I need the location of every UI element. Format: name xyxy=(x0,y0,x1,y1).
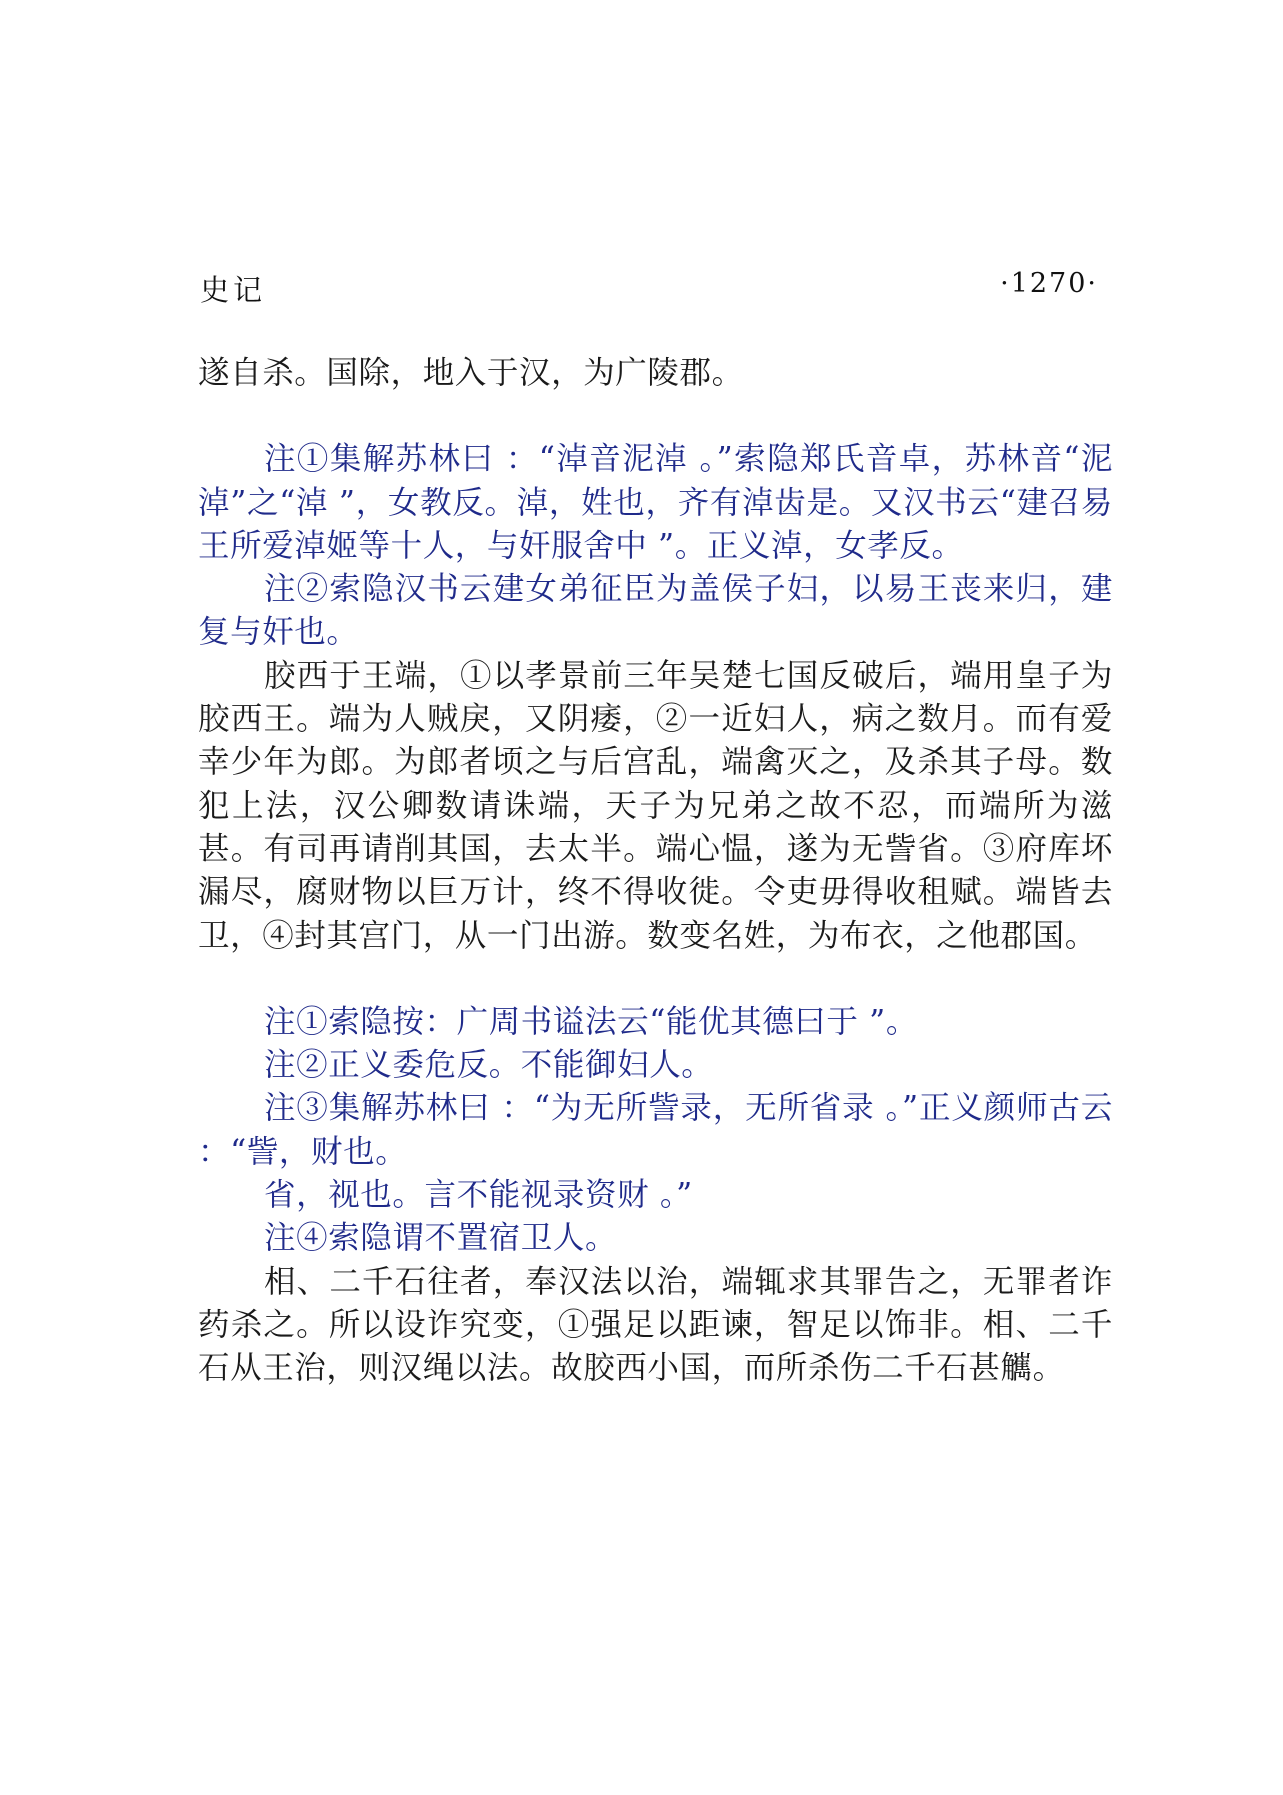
paragraph-gap xyxy=(198,395,1113,438)
book-title: 史记 xyxy=(200,273,267,307)
body-paragraph: 遂自杀。国除，地入于汉，为广陵郡。 xyxy=(198,355,744,391)
annotation-note: 注④索隐谓不置宿卫人。 xyxy=(264,1220,618,1257)
body-paragraph: 胶西于王端，①以孝景前三年吴楚七国反破后，端用皇子为胶西王。端为人贼戾，又阴痿，②一近妇人，病之数月。而有爱幸少年为郎。为郎者顷之与后宫乱，端禽灭之，及杀其子母。数犯上法，汉公卿数请诛端，天子为兄弟之故不忍，而端所为滋甚。有司再请削其国，去太半。端心愠，遂为无訾省。③府库坏漏尽，腐财物以巨万计，终不得收徙。令吏毋得收租赋。端皆去卫，④封其宫门，从一门出游。数变名姓，为布衣，之他郡国。 xyxy=(198,657,1113,954)
paragraph-gap xyxy=(198,958,1113,1001)
page-number: ·1270· xyxy=(1000,268,1098,299)
annotation-note: 省，视也。言不能视录资财 。” xyxy=(264,1177,693,1214)
body-paragraph: 相、二千石往者，奉汉法以治，端辄求其罪告之，无罪者诈药杀之。所以设诈究变，①强足以距谏，智足以饰非。相、二千石从王治，则汉绳以法。故胶西小国，而所杀伤二千石甚觽。 xyxy=(198,1263,1113,1387)
annotation-note: 注②索隐汉书云建女弟征臣为盖侯子妇，以易王丧来归，建复与奸也。 xyxy=(198,571,1113,651)
annotation-note: 注①集解苏林曰 ：“淖音泥淖 。”索隐郑氏音卓，苏林音“泥淖”之“淖 ”，女教反。淖，姓也，齐有淖齿是。又汉书云“建召易王所爱淖姬等十人，与奸服舍中 ”。正义淖，女孝反。 xyxy=(198,441,1113,564)
annotation-note: 注②正义委危反。不能御妇人。 xyxy=(264,1047,714,1084)
annotation-note: 注③集解苏林曰 ：“为无所訾录，无所省录 。”正义颜师古云 ：“訾，财也。 xyxy=(198,1090,1113,1170)
running-header xyxy=(200,268,1098,308)
annotation-note: 注①索隐按：广周书谥法云“能优其德曰于 ”。 xyxy=(264,1003,918,1040)
body-text xyxy=(198,352,1113,1391)
